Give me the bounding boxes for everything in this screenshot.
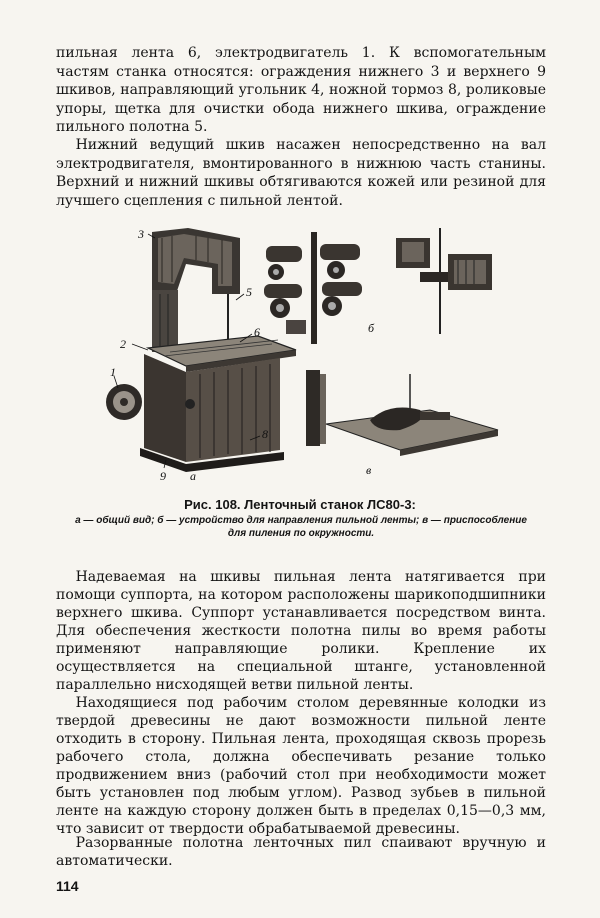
blade-guide-image	[264, 228, 492, 344]
machine-general-view-image	[106, 227, 296, 483]
figure-caption-title: Рис. 108. Ленточный станок ЛС80-3:	[184, 497, 416, 512]
label-part-1: 1	[110, 365, 116, 379]
paragraph-1: пильная лента 6, электродвигатель 1. К вспомогательным частям станка относятся: ограждения нижнего 3 и верхнего 9 шкивов, направляющий угольник 4, ножной тормоз 8, роликовые упоры, щетка для очистки обода нижнего шкива, ограждение пильного полотна 5.	[56, 45, 546, 136]
label-view-v: в	[366, 463, 372, 477]
paragraph-2: Нижний ведущий шкив насажен непосредственно на вал электродвигателя, вмонтированного в нижнюю часть станины. Верхний и нижний шкивы обтягиваются кожей или резиной для лучшего сцепления с пильной лентой.	[56, 137, 546, 209]
figure-bandsaw	[100, 224, 550, 486]
label-part-8: 8	[262, 427, 268, 441]
label-part-5: 5	[246, 285, 252, 299]
label-part-9: 9	[160, 469, 166, 483]
label-view-b: б	[368, 321, 375, 335]
paragraph-5: Разорванные полотна ленточных пил спаивают вручную и автоматически.	[56, 835, 546, 869]
label-view-a: а	[190, 469, 196, 483]
label-part-6: 6	[254, 325, 260, 339]
figure-caption-legend: а — общий вид; б — устройство для направления пильной ленты; в — приспособление для пиления по окружности.	[75, 515, 527, 539]
circle-cutting-attachment-image	[306, 370, 498, 477]
page-number: 114	[56, 878, 79, 894]
label-part-2: 2	[120, 337, 126, 351]
paragraph-4: Находящиеся под рабочим столом деревянные колодки из твердой древесины не дают возможности пильной ленте отходить в сторону. Пильная лента, проходящая сквозь прорезь рабочего стола, должна обеспечивать резание только продвижением вниз (рабочий стол при необходимости может быть установлен под любым углом). Развод зубьев в пильной ленте на каждую сторону должен быть в пределах 0,15—0,3 мм, что зависит от твердости обрабатываемой древесины.	[56, 695, 546, 837]
label-part-3: 3	[138, 227, 144, 241]
paragraph-3: Надеваемая на шкивы пильная лента натягивается при помощи суппорта, на котором расположены шарикоподшипники верхнего шкива. Суппорт устанавливается посредством винта. Для обеспечения жесткости полотна пилы во время работы применяют направляющие ролики. Крепление их осуществляется на специальной штанге, установленной параллельно нисходящей ветви пильной ленты.	[56, 569, 546, 693]
